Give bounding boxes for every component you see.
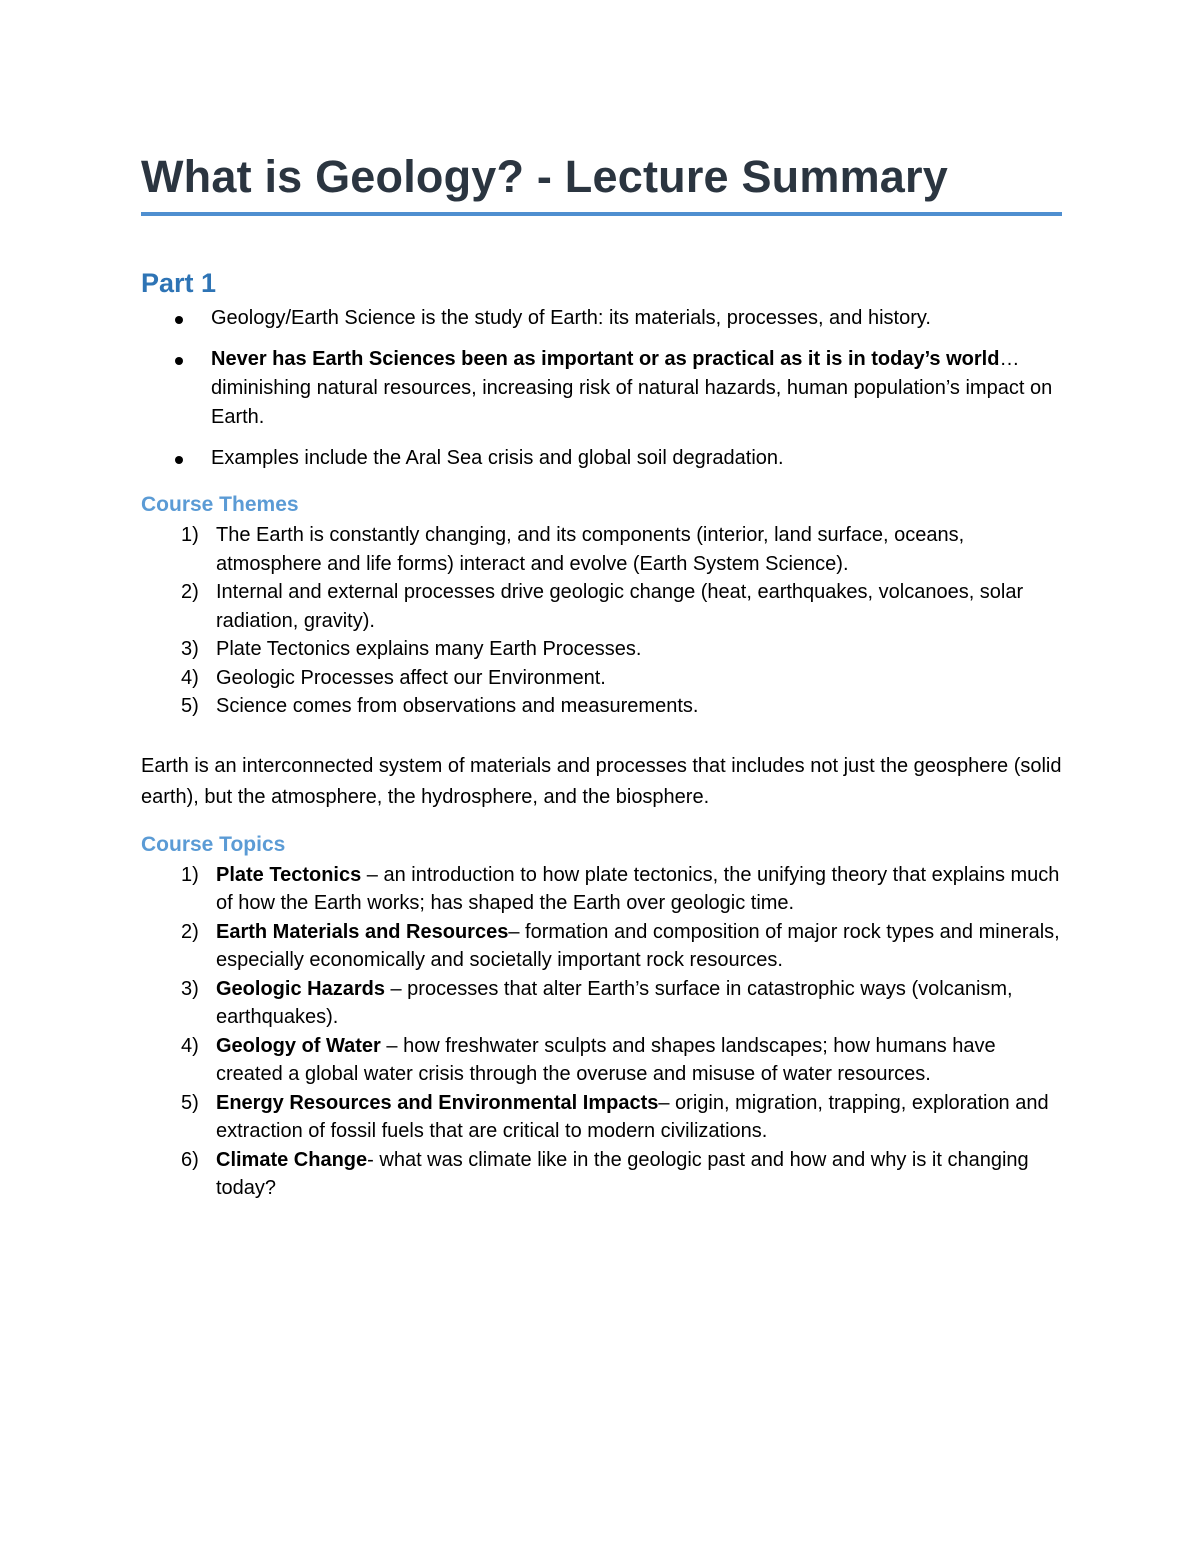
topic-description: - what was climate like in the geologic past and how and why is it changing today? bbox=[216, 1148, 1029, 1199]
list-number: 1) bbox=[181, 863, 199, 886]
list-number: 4) bbox=[181, 666, 199, 689]
list-number: 2) bbox=[181, 920, 199, 943]
topic-item bbox=[141, 1032, 1062, 1089]
list-number: 3) bbox=[181, 638, 199, 660]
topic-title: Plate Tectonics bbox=[216, 863, 362, 886]
topic-item bbox=[141, 918, 1062, 975]
list-number: 3) bbox=[181, 977, 199, 1000]
bullet-text: Geology/Earth Science is the study of Earth: its materials, processes, and history. bbox=[211, 307, 931, 329]
bullet-text: Examples include the Aral Sea crisis and global soil degradation. bbox=[211, 447, 784, 469]
topic-item bbox=[141, 861, 1062, 918]
theme-text: The Earth is constantly changing, and its components (interior, land surface, oceans, atmosphere and life forms) interact and evolve (Earth System Science). bbox=[216, 524, 965, 575]
theme-text: Geologic Processes affect our Environment. bbox=[216, 666, 606, 689]
earth-system-paragraph: Earth is an interconnected system of materials and processes that includes not just the geosphere (solid earth), but the atmosphere, the hydrosphere, and the biosphere. bbox=[141, 754, 1062, 808]
course-themes-heading: Course Themes bbox=[141, 493, 299, 516]
list-number: 5) bbox=[181, 1091, 199, 1114]
list-number: 2) bbox=[181, 581, 199, 603]
theme-item bbox=[141, 635, 1062, 664]
bullet-icon bbox=[175, 316, 183, 324]
part-1-bullet-list bbox=[141, 304, 1062, 473]
bullet-icon bbox=[175, 357, 183, 365]
topic-title: Climate Change bbox=[216, 1148, 368, 1171]
topic-description: – an introduction to how plate tectonics, the unifying theory that explains much of how the Earth works; has shaped the Earth over geologic time. bbox=[216, 863, 1060, 914]
document-body bbox=[141, 148, 1062, 1203]
bullet-item bbox=[141, 444, 1062, 473]
list-number: 4) bbox=[181, 1034, 199, 1057]
topic-description: – formation and composition of major rock types and minerals, especially economically and societally important rock resources. bbox=[216, 920, 1060, 971]
bullet-item bbox=[141, 304, 1062, 333]
topic-item bbox=[141, 1146, 1062, 1203]
course-topics-list bbox=[141, 861, 1062, 1203]
theme-text: Science comes from observations and measurements. bbox=[216, 695, 699, 717]
theme-item bbox=[141, 578, 1062, 635]
topic-title: Earth Materials and Resources bbox=[216, 920, 509, 943]
bullet-icon bbox=[175, 456, 183, 464]
topic-item bbox=[141, 975, 1062, 1032]
topic-title: Energy Resources and Environmental Impacts bbox=[216, 1091, 659, 1114]
course-themes-list bbox=[141, 521, 1062, 721]
topic-item bbox=[141, 1089, 1062, 1146]
topic-description: – how freshwater sculpts and shapes landscapes; how humans have created a global water crisis through the overuse and misuse of water resources. bbox=[216, 1034, 996, 1085]
list-number: 5) bbox=[181, 695, 199, 717]
theme-item bbox=[141, 521, 1062, 578]
theme-text: Internal and external processes drive geologic change (heat, earthquakes, volcanoes, solar radiation, gravity). bbox=[216, 581, 1024, 632]
theme-text: Plate Tectonics explains many Earth Processes. bbox=[216, 638, 642, 660]
topic-description: – processes that alter Earth’s surface in catastrophic ways (volcanism, earthquakes). bbox=[216, 977, 1013, 1028]
topic-description: – origin, migration, trapping, exploration and extraction of fossil fuels that are critical to modern civilizations. bbox=[216, 1091, 1049, 1142]
bullet-text: …diminishing natural resources, increasing risk of natural hazards, human population’s impact on Earth. bbox=[211, 348, 1053, 428]
bullet-item bbox=[141, 345, 1062, 432]
topic-title: Geologic Hazards bbox=[216, 977, 385, 1000]
list-number: 1) bbox=[181, 524, 199, 546]
document-title: What is Geology? - Lecture Summary bbox=[141, 148, 1062, 216]
theme-item bbox=[141, 692, 1062, 721]
course-topics-heading: Course Topics bbox=[141, 832, 286, 856]
part-1-heading: Part 1 bbox=[141, 268, 217, 298]
bullet-bold-text: Never has Earth Sciences been as important or as practical as it is in today’s world bbox=[211, 348, 1000, 370]
topic-title: Geology of Water bbox=[216, 1034, 381, 1057]
theme-item bbox=[141, 664, 1062, 693]
list-number: 6) bbox=[181, 1148, 199, 1171]
